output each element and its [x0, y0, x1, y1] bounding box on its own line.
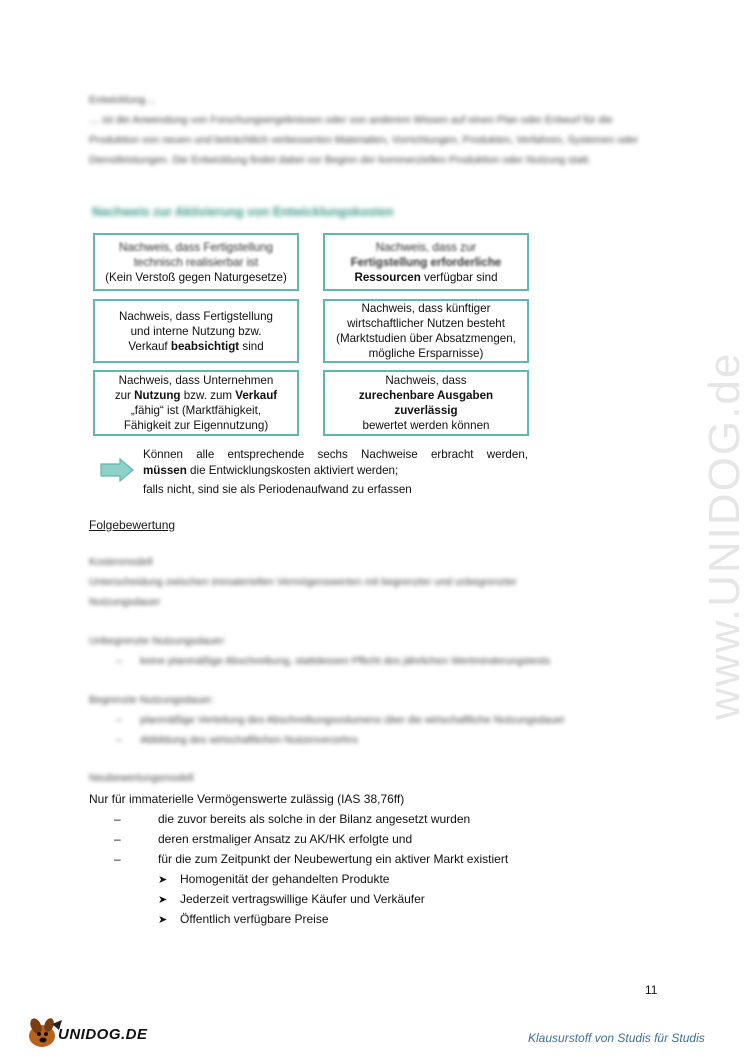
proof-box-economic-benefit	[323, 299, 529, 363]
list-item	[158, 912, 329, 926]
begrenzt-item-2: Abbildung des wirtschaftlichen Nutzenverzehrs	[140, 734, 358, 746]
conclusion-text	[143, 447, 528, 498]
neubewertung-item-2: deren erstmaliger Ansatz zu AK/HK erfolgte und	[158, 832, 413, 846]
begrenzt-heading: Begrenzte Nutzungsdauer:	[89, 694, 214, 706]
box4-line3: (Marktstudien über Absatzmengen,	[336, 332, 516, 345]
unbegrenzt-heading: Unbegrenzte Nutzungsdauer:	[89, 635, 227, 647]
list-item	[158, 872, 389, 886]
dash-icon: –	[114, 832, 121, 846]
box2-line3-bold: Ressourcen	[354, 270, 421, 284]
list-item	[114, 812, 470, 826]
box3-line1: Nachweis, dass Fertigstellung	[118, 309, 273, 323]
unbegrenzt-item-1: keine planmäßige Abschreibung, stattdessen Pflicht des jährlichen Wertminderungstests	[140, 655, 551, 667]
box1-line3: (Kein Verstoß gegen Naturgesetze)	[105, 270, 287, 284]
box3-line2: und interne Nutzung bzw.	[130, 324, 262, 338]
conclusion-line2	[143, 463, 528, 479]
dash-icon: –	[114, 812, 121, 826]
neubewertung-subitem-2: Jederzeit vertragswillige Käufer und Verkäufer	[180, 892, 425, 906]
kostenmodell-heading: Kostenmodell	[89, 556, 153, 568]
neubewertung-heading: Neubewertungsmodell	[89, 772, 194, 784]
neubewertung-subitem-1: Homogenität der gehandelten Produkte	[180, 872, 390, 886]
box6-line1: Nachweis, dass	[385, 374, 467, 387]
conclusion-line2-bold: müssen	[143, 464, 187, 477]
watermark: www.UNIDOG.de	[700, 351, 749, 720]
kostenmodell-text-line2: Nutzungsdauer	[89, 596, 161, 608]
chevron-right-icon: ➤	[158, 914, 168, 926]
chevron-right-icon: ➤	[158, 894, 168, 906]
box3-line3-post: sind	[239, 339, 264, 353]
conclusion-line1: Können alle entsprechende sechs Nachweise erbracht werden,	[143, 448, 528, 461]
box2-line3	[354, 270, 497, 285]
begrenzt-item-1: planmäßige Verteilung des Abschreibungsvolumens über die wirtschaftliche Nutzungsdauer	[140, 714, 565, 726]
logo-text: UNIDOG.DE	[58, 1026, 148, 1043]
right-arrow-icon	[100, 458, 134, 482]
box4-line2: wirtschaftlicher Nutzen besteht	[347, 317, 505, 330]
dash-icon: –	[116, 655, 122, 667]
box5-line2-pre: zur	[114, 389, 135, 402]
intro-heading: Entwicklung…	[89, 94, 156, 106]
section-heading-folgebewertung: Folgebewertung	[89, 518, 176, 532]
chevron-right-icon: ➤	[158, 874, 168, 886]
box3-line3-pre: Verkauf	[128, 339, 171, 353]
box3-line3-bold: beabsichtigt	[170, 339, 240, 353]
box6-line3: zuverlässig	[394, 404, 458, 417]
box1-line2: technisch realisierbar ist	[133, 255, 259, 269]
box5-line2-bold1: Nutzung	[134, 389, 181, 402]
kostenmodell-text-line1: Unterscheidung zwischen immateriellen Vermögenswerten mit begrenzter und unbegrenzter	[89, 576, 517, 588]
box5-line3: „fähig“ ist (Marktfähigkeit,	[130, 404, 262, 417]
list-item	[114, 832, 412, 846]
footer-tagline: Klausurstoff von Studis für Studis	[528, 1031, 705, 1045]
intro-text: … ist die Anwendung von Forschungsergebnissen oder von anderem Wissen auf einen Plan oder Entwurf für die Produktion von neuen und beträchtlich verbesserten Materialien, Vorrichtungen, Produkten, Verfahren, Systemen oder Dienstleistungen. Die Entwicklung findet dabei vor Beginn der kommerziellen Produktion oder Nutzung statt.	[89, 114, 639, 166]
box4-line1: Nachweis, dass künftiger	[361, 302, 491, 315]
diagram-title: Nachweis zur Aktivierung von Entwicklungskosten	[92, 205, 394, 219]
page-number: 11	[645, 983, 658, 997]
neubewertung-item-1: die zuvor bereits als solche in der Bilanz angesetzt wurden	[158, 812, 471, 826]
list-item	[116, 655, 550, 667]
dash-icon: –	[116, 714, 122, 726]
dash-icon: –	[116, 734, 122, 746]
neubewertung-lead: Nur für immaterielle Vermögenswerte zulässig (IAS 38,76ff)	[89, 792, 405, 806]
proof-box-ability	[93, 370, 299, 436]
dash-icon: –	[114, 852, 121, 866]
proof-box-technical-feasibility	[93, 233, 299, 291]
box5-line2-mid: bzw. zum	[180, 389, 236, 402]
proof-box-resources	[323, 233, 529, 291]
box5-line2-bold2: Verkauf	[235, 389, 278, 402]
neubewertung-subitem-3: Öffentlich verfügbare Preise	[180, 912, 329, 926]
box5-line2	[115, 388, 277, 403]
proof-box-reliable-measurement	[323, 370, 529, 436]
box2-line2: Fertigstellung erforderliche	[350, 255, 502, 269]
box6-line4: bewertet werden können	[362, 419, 490, 432]
conclusion-line2-rest: die Entwicklungskosten aktiviert werden;	[186, 464, 399, 477]
box5-line1: Nachweis, dass Unternehmen	[118, 374, 274, 387]
intro-section	[89, 90, 664, 170]
list-item	[158, 892, 425, 906]
box2-line1: Nachweis, dass zur	[375, 240, 477, 254]
box4-line4: mögliche Ersparnisse)	[368, 347, 484, 360]
neubewertung-item-3: für die zum Zeitpunkt der Neubewertung ein aktiver Markt existiert	[158, 852, 509, 866]
list-item	[114, 852, 508, 866]
list-item	[116, 714, 565, 726]
proof-box-intention	[93, 299, 299, 363]
box1-line1: Nachweis, dass Fertigstellung	[118, 240, 273, 254]
box6-line2: zurechenbare Ausgaben	[358, 389, 494, 402]
box3-line3	[128, 339, 263, 354]
box2-line3-rest: verfügbar sind	[420, 270, 498, 284]
conclusion-line3: falls nicht, sind sie als Periodenaufwand zu erfassen	[143, 483, 412, 496]
box5-line4: Fähigkeit zur Eigennutzung)	[123, 419, 269, 432]
list-item	[116, 734, 358, 746]
